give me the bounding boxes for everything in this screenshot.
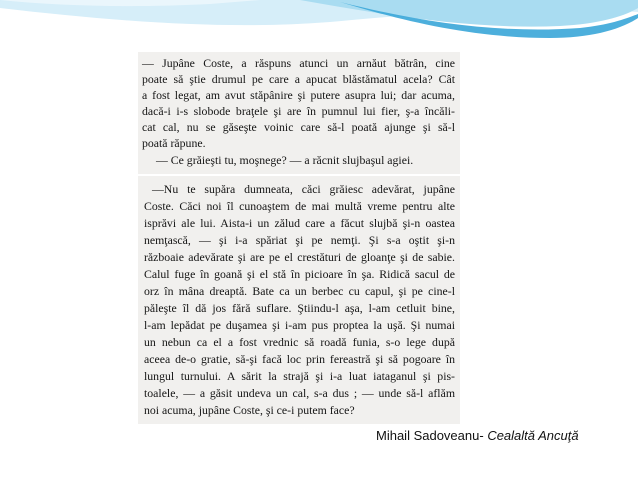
text-line: păleşte îl dă jos fără suflare. Ştiindu-l aşa, l-am cetluit bine, xyxy=(144,301,455,315)
text-line: a fost legat, am avut stăpânire şi putere asupra lui; dar acuma, xyxy=(142,88,455,102)
source-caption xyxy=(376,428,579,443)
text-line: nemţască, — şi i-a spăriat şi pe nemţi. Şi s-a oştit şi-n xyxy=(144,233,455,247)
text-line: isprăvi ale lui. Aista-i un zălud care a făcut slujbă şi-n oastea xyxy=(144,216,455,230)
text-line: aceea de-o gratie, să-şi facă loc prin fereastră şi să pogoare în xyxy=(144,352,455,366)
text-line: cat cal, nu se găseşte voinic care să-l poată ajunge şi să-l xyxy=(142,120,455,134)
text-line: lungul turnului. A sărit la strajă şi i-a luat iataganul şi pis- xyxy=(144,369,455,383)
text-line: — Jupâne Coste, a răspuns atunci un arnăut bătrân, cine xyxy=(142,56,455,70)
text-line: poată răpune. xyxy=(142,136,206,150)
text-line: toalele, — a găsit undeva un cal, s-a dus ; — unde să-l aflăm xyxy=(144,386,455,400)
text-line: l-am lepădat pe duşamea şi i-am pus proptea la uşă. Şi numai xyxy=(144,318,455,332)
text-line: dacă-i i-s slobode braţele şi are în pumnul lui fier, ş-a încăli- xyxy=(142,104,455,118)
text-line: Calul fuge în goană şi el stă în picioare în şa. Ridică sacul de xyxy=(144,267,455,281)
decorative-swoosh-header xyxy=(0,0,638,60)
text-line: Coste. Căci noi îl cunoaştem de mai multă vreme pentru alte xyxy=(144,199,455,213)
text-line: poate să ştie drumul pe care a apucat blăstămatul acela? Cât xyxy=(142,72,455,86)
book-excerpt-top xyxy=(138,52,460,174)
text-line: orz în mâna dreaptă. Bate ca un berbec cu capul, şi pe cine-l xyxy=(144,284,455,298)
text-line: războaie adevărate şi are pe el crestături de gloanţe şi de sabie. xyxy=(144,250,455,264)
caption-author: Mihail Sadoveanu- xyxy=(376,428,484,443)
text-line: — Ce grăieşti tu, moşnege? — a răcnit slujbaşul agiei. xyxy=(156,153,414,167)
book-excerpt-bottom xyxy=(138,176,460,424)
text-line: noi acuma, jupâne Coste, şi ce-i putem face? xyxy=(144,403,355,417)
text-line: —Nu te supăra dumneata, căci grăiesc adevărat, jupâne xyxy=(152,182,455,196)
caption-title: Cealaltă Ancuţă xyxy=(487,428,579,443)
text-line: un nebun ca el a fost vrednic să roadă funia, s-o lege după xyxy=(144,335,455,349)
